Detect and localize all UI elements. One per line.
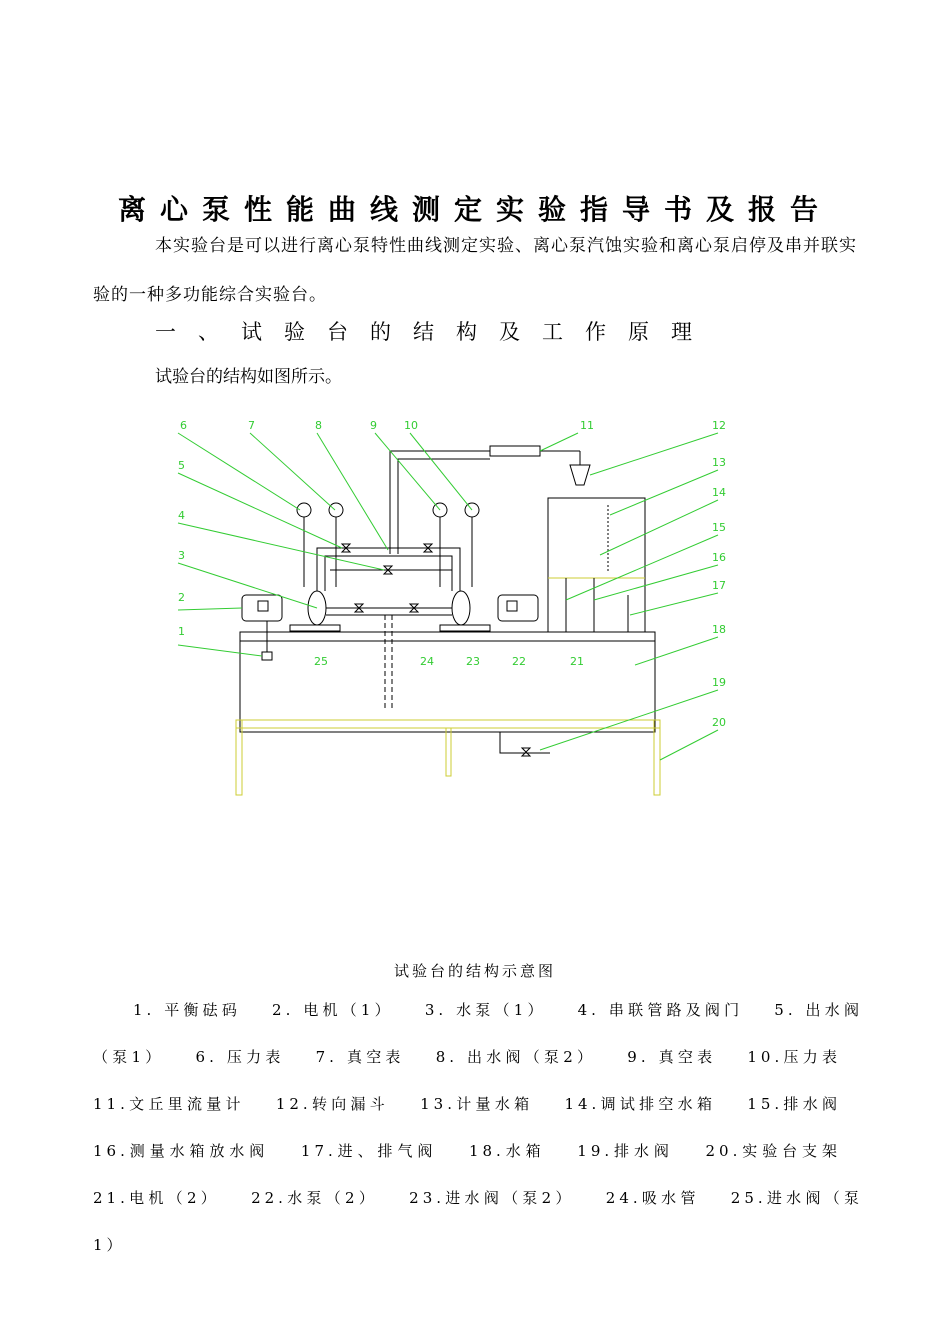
legend-item: 20.实验台支架	[705, 1142, 841, 1160]
section-heading: 一、试验台的结构及工作原理	[155, 320, 714, 344]
legend-item: 14.调试排空水箱	[564, 1095, 717, 1113]
pump-2	[452, 591, 470, 625]
water-tank	[240, 632, 655, 732]
legend-item: 15.排水阀	[747, 1095, 841, 1113]
svg-text:24: 24	[420, 655, 434, 668]
svg-text:13: 13	[712, 456, 726, 469]
svg-text:7: 7	[248, 419, 255, 432]
svg-text:23: 23	[466, 655, 480, 668]
svg-text:20: 20	[712, 716, 726, 729]
legend-item: 18.水箱	[468, 1142, 546, 1160]
legend-item: 11.文丘里流量计	[93, 1095, 245, 1113]
svg-text:11: 11	[580, 419, 594, 432]
svg-text:15: 15	[712, 521, 726, 534]
legend-item: 3. 水泵（1）	[424, 1001, 547, 1019]
legend-item: 19.排水阀	[577, 1142, 674, 1160]
legend-item: 4. 串联管路及阀门	[577, 1001, 744, 1019]
svg-text:19: 19	[712, 676, 726, 689]
structure-intro: 试验台的结构如图所示。	[155, 367, 342, 387]
svg-text:8: 8	[315, 419, 322, 432]
svg-text:12: 12	[712, 419, 726, 432]
legend-item: 7. 真空表	[315, 1048, 405, 1066]
balance-weight	[262, 652, 272, 660]
svg-text:2: 2	[178, 591, 185, 604]
svg-text:22: 22	[512, 655, 526, 668]
motor-1	[242, 595, 282, 621]
document-title: 离心泵性能曲线测定实验指导书及报告	[117, 193, 832, 226]
legend-item: 17.进、排气阀	[300, 1142, 438, 1160]
legend-item: 2. 电机（1）	[272, 1001, 394, 1019]
svg-text:18: 18	[712, 623, 726, 636]
svg-text:10: 10	[404, 419, 418, 432]
intro-paragraph: 本实验台是可以进行离心泵特性曲线测定实验、离心泵汽蚀实验和离心泵启停及串并联实验的一种多功能综合实验台。	[93, 236, 857, 305]
legend-item: 25.进水阀（泵1）	[93, 1189, 863, 1254]
test-bench-diagram	[170, 415, 770, 810]
venturi-meter	[490, 446, 540, 456]
legend-item: 22.水泵（2）	[251, 1189, 379, 1207]
legend-item: 13.计量水箱	[420, 1095, 534, 1113]
legend-item: 9. 真空表	[627, 1048, 717, 1066]
svg-text:25: 25	[314, 655, 328, 668]
metering-tank	[548, 498, 645, 632]
turning-funnel	[570, 465, 590, 485]
svg-text:5: 5	[178, 459, 185, 472]
motor-2	[498, 595, 538, 621]
svg-text:16: 16	[712, 551, 726, 564]
svg-text:6: 6	[180, 419, 187, 432]
svg-text:9: 9	[370, 419, 377, 432]
svg-text:4: 4	[178, 509, 185, 522]
svg-text:14: 14	[712, 486, 726, 499]
legend-item: 24.吸水管	[605, 1189, 700, 1207]
figure-legend	[93, 987, 863, 1269]
legend-item: 6. 压力表	[195, 1048, 285, 1066]
legend-item: 21.电机（2）	[93, 1189, 221, 1207]
legend-item: 16.测量水箱放水阀	[93, 1142, 270, 1160]
svg-text:1: 1	[178, 625, 185, 638]
legend-item: 1. 平衡砝码	[133, 1001, 242, 1019]
legend-item: 5. 出水阀（泵1）	[93, 1001, 863, 1066]
svg-text:21: 21	[570, 655, 584, 668]
svg-text:17: 17	[712, 579, 726, 592]
legend-item: 23.进水阀（泵2）	[409, 1189, 575, 1207]
legend-item: 10.压力表	[747, 1048, 841, 1066]
legend-item: 8. 出水阀（泵2）	[435, 1048, 597, 1066]
figure-caption: 试验台的结构示意图	[393, 962, 556, 980]
vacuum-gauge-1	[329, 503, 343, 517]
legend-item: 12.转向漏斗	[275, 1095, 390, 1113]
svg-text:3: 3	[178, 549, 185, 562]
